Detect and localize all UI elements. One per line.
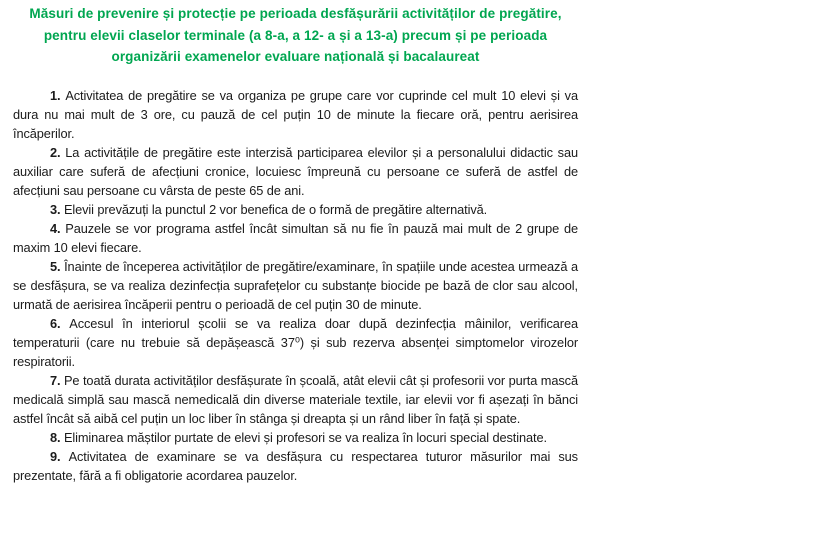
- measure-number: 5.: [50, 258, 65, 274]
- measure-paragraph: [13, 219, 578, 257]
- measure-paragraph: [13, 86, 578, 143]
- measure-text: Eliminarea măștilor purtate de elevi și profesori se va realiza în locuri special destinate.: [63, 429, 547, 445]
- measure-paragraph: [13, 447, 578, 485]
- measure-text: Elevii prevăzuți la punctul 2 vor benefica de o formă de pregătire alternativă.: [63, 201, 488, 217]
- measures-list: [13, 86, 578, 485]
- measure-paragraph: [13, 314, 578, 371]
- measure-number: 4.: [50, 220, 66, 236]
- measure-text: Activitatea de pregătire se va organiza pe grupe care vor cuprinde cel mult 10 elevi și va dura nu mai mult de 3 ore, cu pauză de cel puțin 10 de minute la fiecare oră, pentru aerisirea încăperilor.: [13, 87, 578, 141]
- measure-text: Pe toată durata activităților desfășurate în școală, atât elevii cât și profesorii vor purta mască medicală simplă sau mască nemedicală din diverse materiale textile, iar elevii vor fi așezați în bănci astfel încât să aibă cel puțin un loc liber în stânga și dreapta și un rând liber în față și spate.: [13, 372, 578, 426]
- measure-number: 8.: [50, 429, 64, 445]
- measure-text: La activitățile de pregătire este interzisă participarea elevilor și a personalului didactic sau auxiliar care suferă de afecțiuni cronice, locuiesc împreună cu persoane ce suferă de astfel de afecțiuni sau persoane cu vârsta de peste 65 de ani.: [13, 144, 579, 198]
- measure-text: Accesul în interiorul școlii se va realiza doar după dezinfecția mâinilor, verificarea temperaturii (care nu trebuie să depășească 37⁰) și sub rezerva absenței simptomelor virozelor respiratorii.: [13, 315, 578, 369]
- measure-number: 1.: [50, 87, 66, 103]
- measure-paragraph: [13, 428, 578, 447]
- measure-number: 3.: [50, 201, 64, 217]
- measure-number: 2.: [50, 144, 66, 160]
- measure-paragraph: [13, 371, 578, 428]
- document-title: [13, 3, 578, 68]
- measure-number: 6.: [50, 315, 70, 331]
- measure-number: 7.: [50, 372, 64, 388]
- measure-paragraph: [13, 200, 578, 219]
- measure-paragraph: [13, 143, 578, 200]
- text-column: [13, 3, 578, 485]
- measure-text: Înainte de începerea activităților de pregătire/examinare, în spațiile unde acestea urmează a se desfășura, se va realiza dezinfecția suprafețelor cu substanțe biocide pe bază de clor sau alcool, urmată de aerisirea încăperii pentru o perioadă de cel puțin 30 de minute.: [13, 258, 578, 312]
- title-line-2: pentru elevii claselor terminale (a 8-a, a 12- a și a 13-a) precum și pe perioada: [43, 27, 548, 43]
- measure-text: Pauzele se vor programa astfel încât simultan să nu fie în pauză mai mult de 2 grupe de maxim 10 elevi fiecare.: [13, 220, 578, 255]
- measure-paragraph: [13, 257, 578, 314]
- measure-text: Activitatea de examinare se va desfășura cu respectarea tuturor măsurilor mai sus prezentate, fără a fi obligatorie acordarea pauzelor.: [13, 448, 578, 483]
- title-line-1: Măsuri de prevenire și protecție pe perioada desfășurării activităților de pregătire,: [29, 6, 562, 21]
- title-line-3: organizării examenelor evaluare națională și bacalaureat: [111, 49, 480, 64]
- measure-number: 9.: [50, 448, 69, 464]
